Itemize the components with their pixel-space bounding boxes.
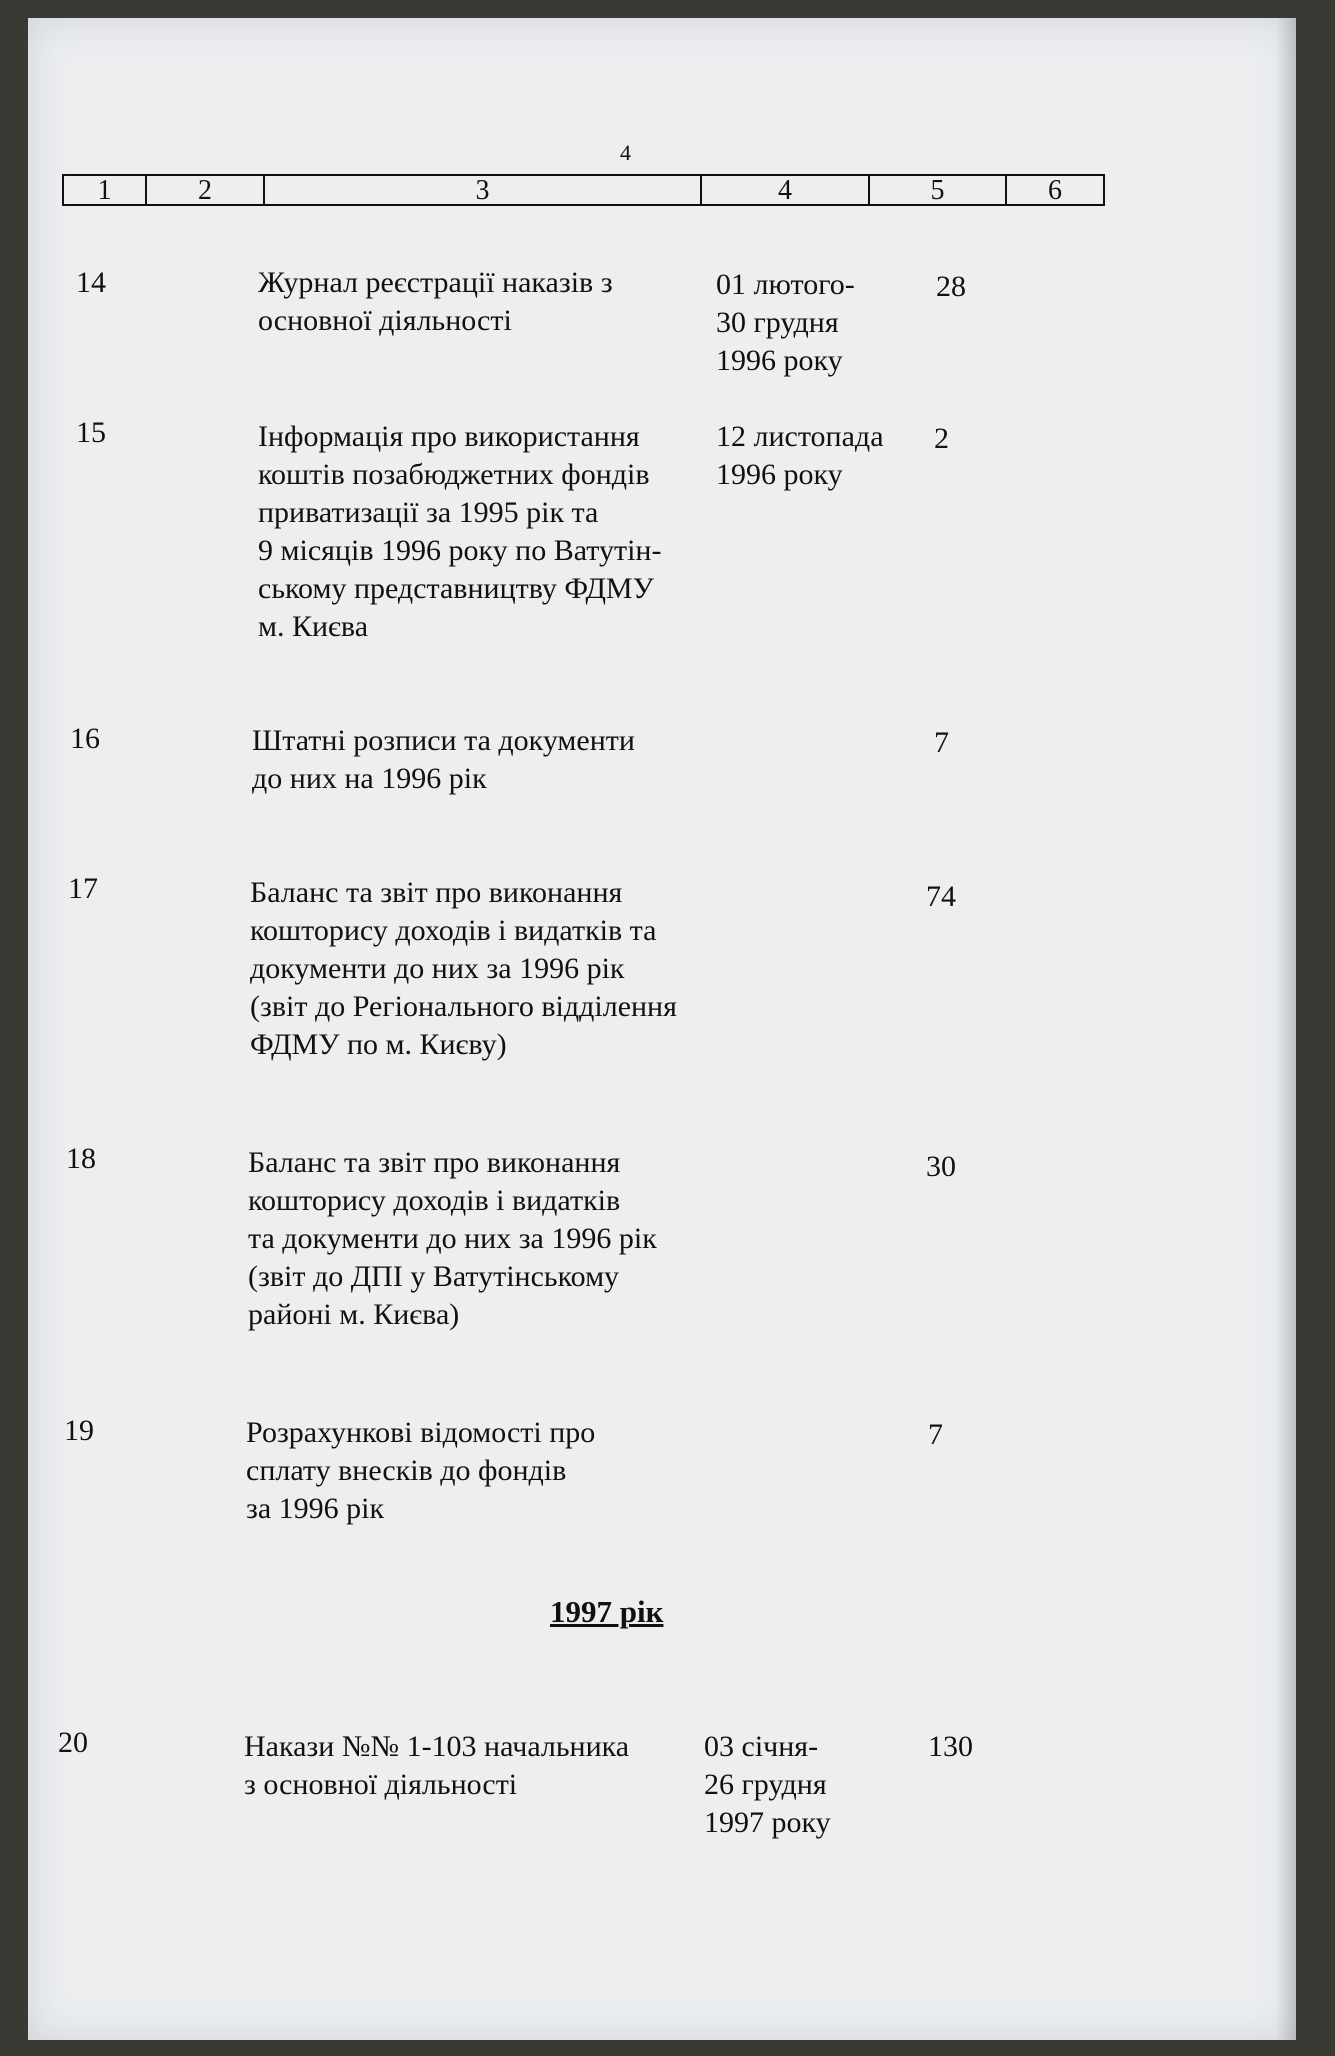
entry-sheet-count: 130 (928, 1730, 973, 1763)
entry-sheet-count: 30 (926, 1150, 956, 1183)
entry-number: 19 (64, 1414, 94, 1447)
entry-sheet-count: 2 (934, 422, 949, 455)
entry-title: Накази №№ 1-103 начальника з основної діяльності (244, 1730, 630, 1801)
entry-number: 17 (68, 872, 98, 905)
column-header-3: 3 (265, 176, 702, 204)
entry-number: 20 (58, 1726, 88, 1759)
entry-number: 14 (76, 266, 106, 299)
entry-title: Розрахункові відомості про сплату внесків до фондів за 1996 рік (246, 1416, 596, 1525)
entry-sheet-count: 74 (926, 880, 956, 913)
column-header-row (62, 174, 1105, 206)
column-header-5: 5 (870, 176, 1007, 204)
entry-dates: 01 лютого- 30 грудня 1996 року (716, 268, 855, 377)
column-header-6: 6 (1048, 175, 1062, 206)
entry-sheet-count: 7 (934, 726, 949, 759)
document-page (28, 18, 1296, 2040)
page-edge-shadow (1276, 18, 1296, 2040)
column-header-2: 2 (147, 176, 265, 204)
year-heading-1997: 1997 рік (550, 1594, 664, 1629)
entry-title: Журнал реєстрації наказів з основної діяльності (258, 266, 613, 337)
column-header-1: 1 (64, 176, 147, 204)
column-header-4: 4 (702, 176, 870, 204)
entry-title: Баланс та звіт про виконання кошторису доходів і видатків та документи до них за 1996 рік (звіт до Регіонального відділення ФДМУ по м. Києву) (250, 876, 677, 1061)
entry-number: 15 (76, 416, 106, 449)
entry-number: 16 (70, 722, 100, 755)
page-number: 4 (620, 140, 631, 165)
entry-number: 18 (66, 1142, 96, 1175)
entry-title: Інформація про використання коштів позабюджетних фондів приватизації за 1995 рік та 9 місяців 1996 року по Ватутін- ському представництву ФДМУ м. Києва (258, 420, 662, 643)
entry-dates: 03 січня- 26 грудня 1997 року (704, 1730, 831, 1839)
entry-sheet-count: 7 (928, 1418, 943, 1451)
entry-sheet-count: 28 (936, 270, 966, 303)
entry-title: Баланс та звіт про виконання кошторису доходів і видатків та документи до них за 1996 рік (звіт до ДПІ у Ватутінському районі м. Києва) (248, 1146, 657, 1331)
entry-title: Штатні розписи та документи до них на 1996 рік (252, 724, 635, 795)
entry-dates: 12 листопада 1996 року (716, 420, 884, 491)
